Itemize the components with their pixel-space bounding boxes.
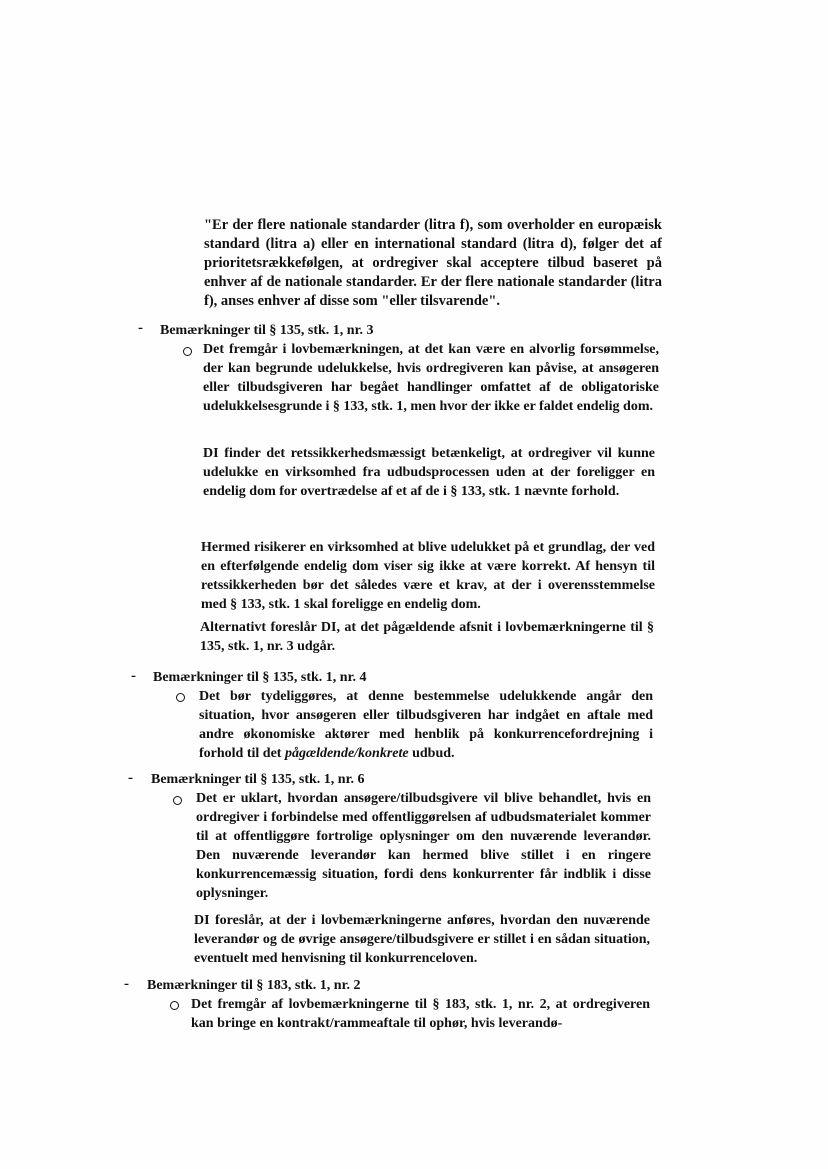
paragraph: DI foreslår, at der i lovbemærkningerne anføres, hvordan den nuværende leverandør og de øvrige ansøgere/tilbudsgivere er stillet i en sådan situation, eventuelt med henvisning til konkurrenceloven. (194, 913, 650, 966)
circle-bullet-icon (183, 347, 192, 356)
circle-bullet-icon (170, 1001, 179, 1010)
quote-text: "Er der flere nationale standarder (litra f), som overholder en europæisk standard (litra a) eller en international standard (litra d), følger det af prioritetsrækkefølgen, at ordregiver skal acceptere tilbud baseret på enhver af de nationale standarder. Er der flere nationale standarder (litra f), anses enhver af disse som "eller tilsvarende". (204, 217, 662, 309)
paragraph: Det fremgår af lovbemærkningerne til § 183, stk. 1, nr. 2, at ordregiveren kan bringe en kontrakt/rammeaftale til ophør, hvis leverandø- (191, 997, 650, 1031)
list-dash: - (138, 320, 143, 336)
paragraph (199, 687, 653, 763)
list-dash: - (128, 770, 133, 786)
circle-bullet-icon (173, 796, 182, 805)
paragraph: Det er uklart, hvordan ansøgere/tilbudsgivere vil blive behandlet, hvis en ordregiver i forbindelse med offentliggørelsen af udbudsmaterialet kommer til at offentliggøre fortrolige oplysninger om den nuværende leverandør. Den nuværende leverandør kan hermed blive stillet i en ringere konkurrencemæssig situation, fordi dens konkurrenter får indblik i disse oplysninger. (196, 791, 651, 901)
paragraph: Hermed risikerer en virksomhed at blive udelukket på et grundlag, der ved en efterfølgende endelig dom viser sig ikke at være korrekt. Af hensyn til retssikkerheden bør det således være et krav, at der i overensstemmelse med § 133, stk. 1 skal foreligge en endelig dom. (201, 540, 655, 612)
paragraph: Det fremgår i lovbemærkningen, at det kan være en alvorlig forsømmelse, der kan begrunde udelukkelse, hvis ordregiveren kan påvise, at ansøgeren eller tilbudsgiveren har begået handlinger omfattet af de obligatoriske udelukkelsesgrunde i § 133, stk. 1, men hvor der ikke er faldet endelig dom. (203, 342, 659, 414)
paragraph: DI finder det retssikkerhedsmæssigt betænkeligt, at ordregiver vil kunne udelukke en virksomhed fra udbudsprocessen uden at der foreligger en endelig dom for overtrædelse af et af de i § 133, stk. 1 nævnte forhold. (203, 446, 655, 499)
quoted-passage (204, 216, 662, 311)
section-heading-183-1-2: Bemærkninger til § 183, stk. 1, nr. 2 (147, 978, 361, 993)
section-heading-135-1-3: Bemærkninger til § 135, stk. 1, nr. 3 (160, 323, 374, 338)
circle-bullet-icon (176, 693, 185, 702)
section-heading-135-1-6: Bemærkninger til § 135, stk. 1, nr. 6 (151, 772, 365, 787)
emphasized-text: pågældende/konkrete (284, 746, 409, 761)
list-dash: - (131, 668, 136, 684)
section-heading-135-1-4: Bemærkninger til § 135, stk. 1, nr. 4 (153, 670, 367, 685)
paragraph: Alternativt foreslår DI, at det pågældende afsnit i lovbemærkningerne til § 135, stk. 1, nr. 3 udgår. (200, 620, 654, 654)
paragraph-text: Det bør tydeliggøres, at denne bestemmelse udelukkende angår den situation, hvor ansøgeren eller tilbudsgiveren har indgået en aftale med andre økonomiske aktører med henblik på konkurrencefordrejning i forhold til det (199, 689, 653, 761)
paragraph-text: udbud. (408, 746, 455, 761)
list-dash: - (124, 976, 129, 992)
